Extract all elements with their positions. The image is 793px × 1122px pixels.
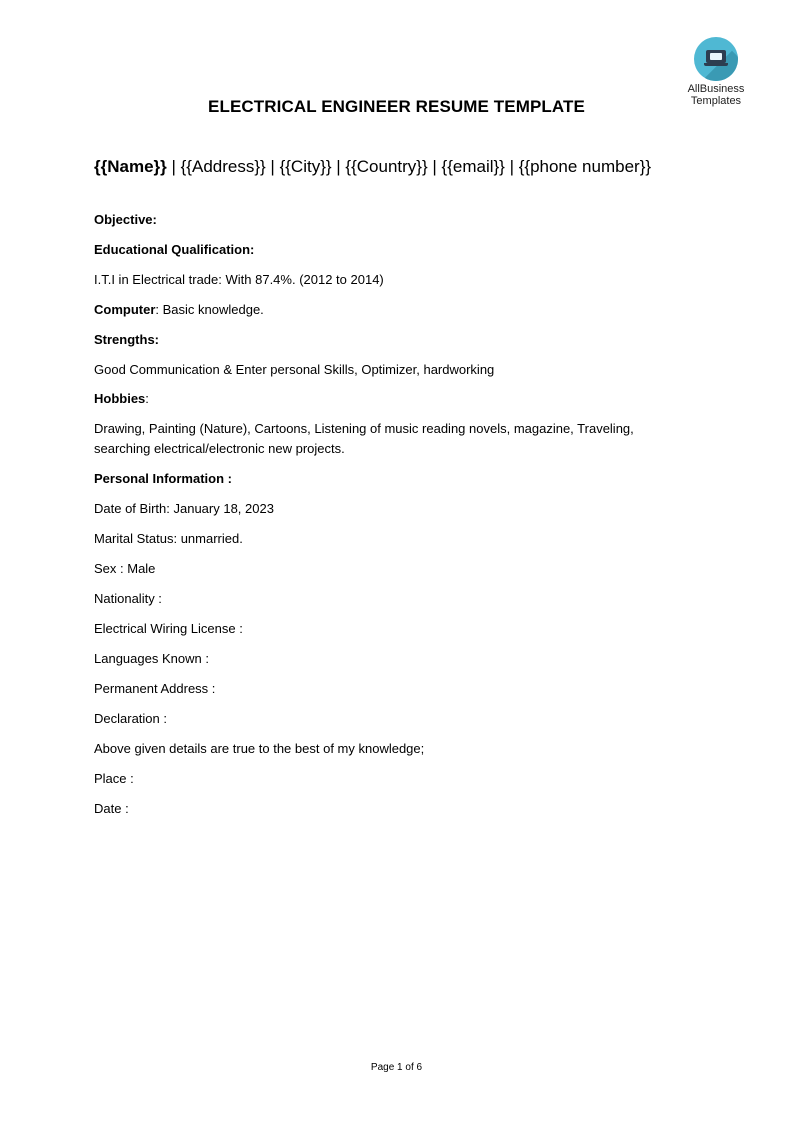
document-title: ELECTRICAL ENGINEER RESUME TEMPLATE bbox=[208, 97, 585, 116]
strengths-heading: Strengths: bbox=[94, 332, 159, 347]
logo-text-line1: AllBusiness bbox=[687, 83, 745, 95]
marital-status: Marital Status: unmarried. bbox=[94, 531, 243, 546]
computer-text: : Basic knowledge. bbox=[155, 302, 264, 317]
personal-info-heading: Personal Information : bbox=[94, 471, 232, 486]
nationality: Nationality : bbox=[94, 591, 162, 606]
education-text: I.T.I in Electrical trade: With 87.4%. (2012 to 2014) bbox=[94, 272, 384, 287]
hobbies-text: Drawing, Painting (Nature), Cartoons, Listening of music reading novels, magazine, Traveling, searching electrical/electronic new projects. bbox=[94, 421, 634, 456]
date-of-birth: Date of Birth: January 18, 2023 bbox=[94, 501, 274, 516]
sex: Sex : Male bbox=[94, 561, 156, 576]
declaration-text: Above given details are true to the best of my knowledge; bbox=[94, 741, 425, 756]
declaration-heading: Declaration : bbox=[94, 711, 167, 726]
date: Date : bbox=[94, 801, 129, 816]
laptop-icon bbox=[694, 37, 738, 81]
hobbies-label: Hobbies bbox=[94, 391, 146, 406]
contact-details: | {{Address}} | {{City}} | {{Country}} | {{email}} | {{phone number}} bbox=[166, 157, 652, 176]
contact-line bbox=[94, 157, 651, 177]
hobbies-line bbox=[94, 389, 149, 409]
electrical-wiring-license: Electrical Wiring License : bbox=[94, 621, 243, 636]
objective-heading: Objective: bbox=[94, 212, 157, 227]
computer-line bbox=[94, 300, 264, 320]
permanent-address: Permanent Address : bbox=[94, 681, 216, 696]
computer-label: Computer bbox=[94, 302, 156, 317]
hobbies-colon: : bbox=[145, 391, 149, 406]
languages-known: Languages Known : bbox=[94, 651, 209, 666]
name-placeholder: {{Name}} bbox=[94, 157, 167, 176]
logo-text-line2: Templates bbox=[690, 95, 742, 107]
page-number: Page 1 of 6 bbox=[370, 1062, 423, 1073]
place: Place : bbox=[94, 771, 134, 786]
education-heading: Educational Qualification: bbox=[94, 242, 255, 257]
strengths-text: Good Communication & Enter personal Skills, Optimizer, hardworking bbox=[94, 362, 495, 377]
